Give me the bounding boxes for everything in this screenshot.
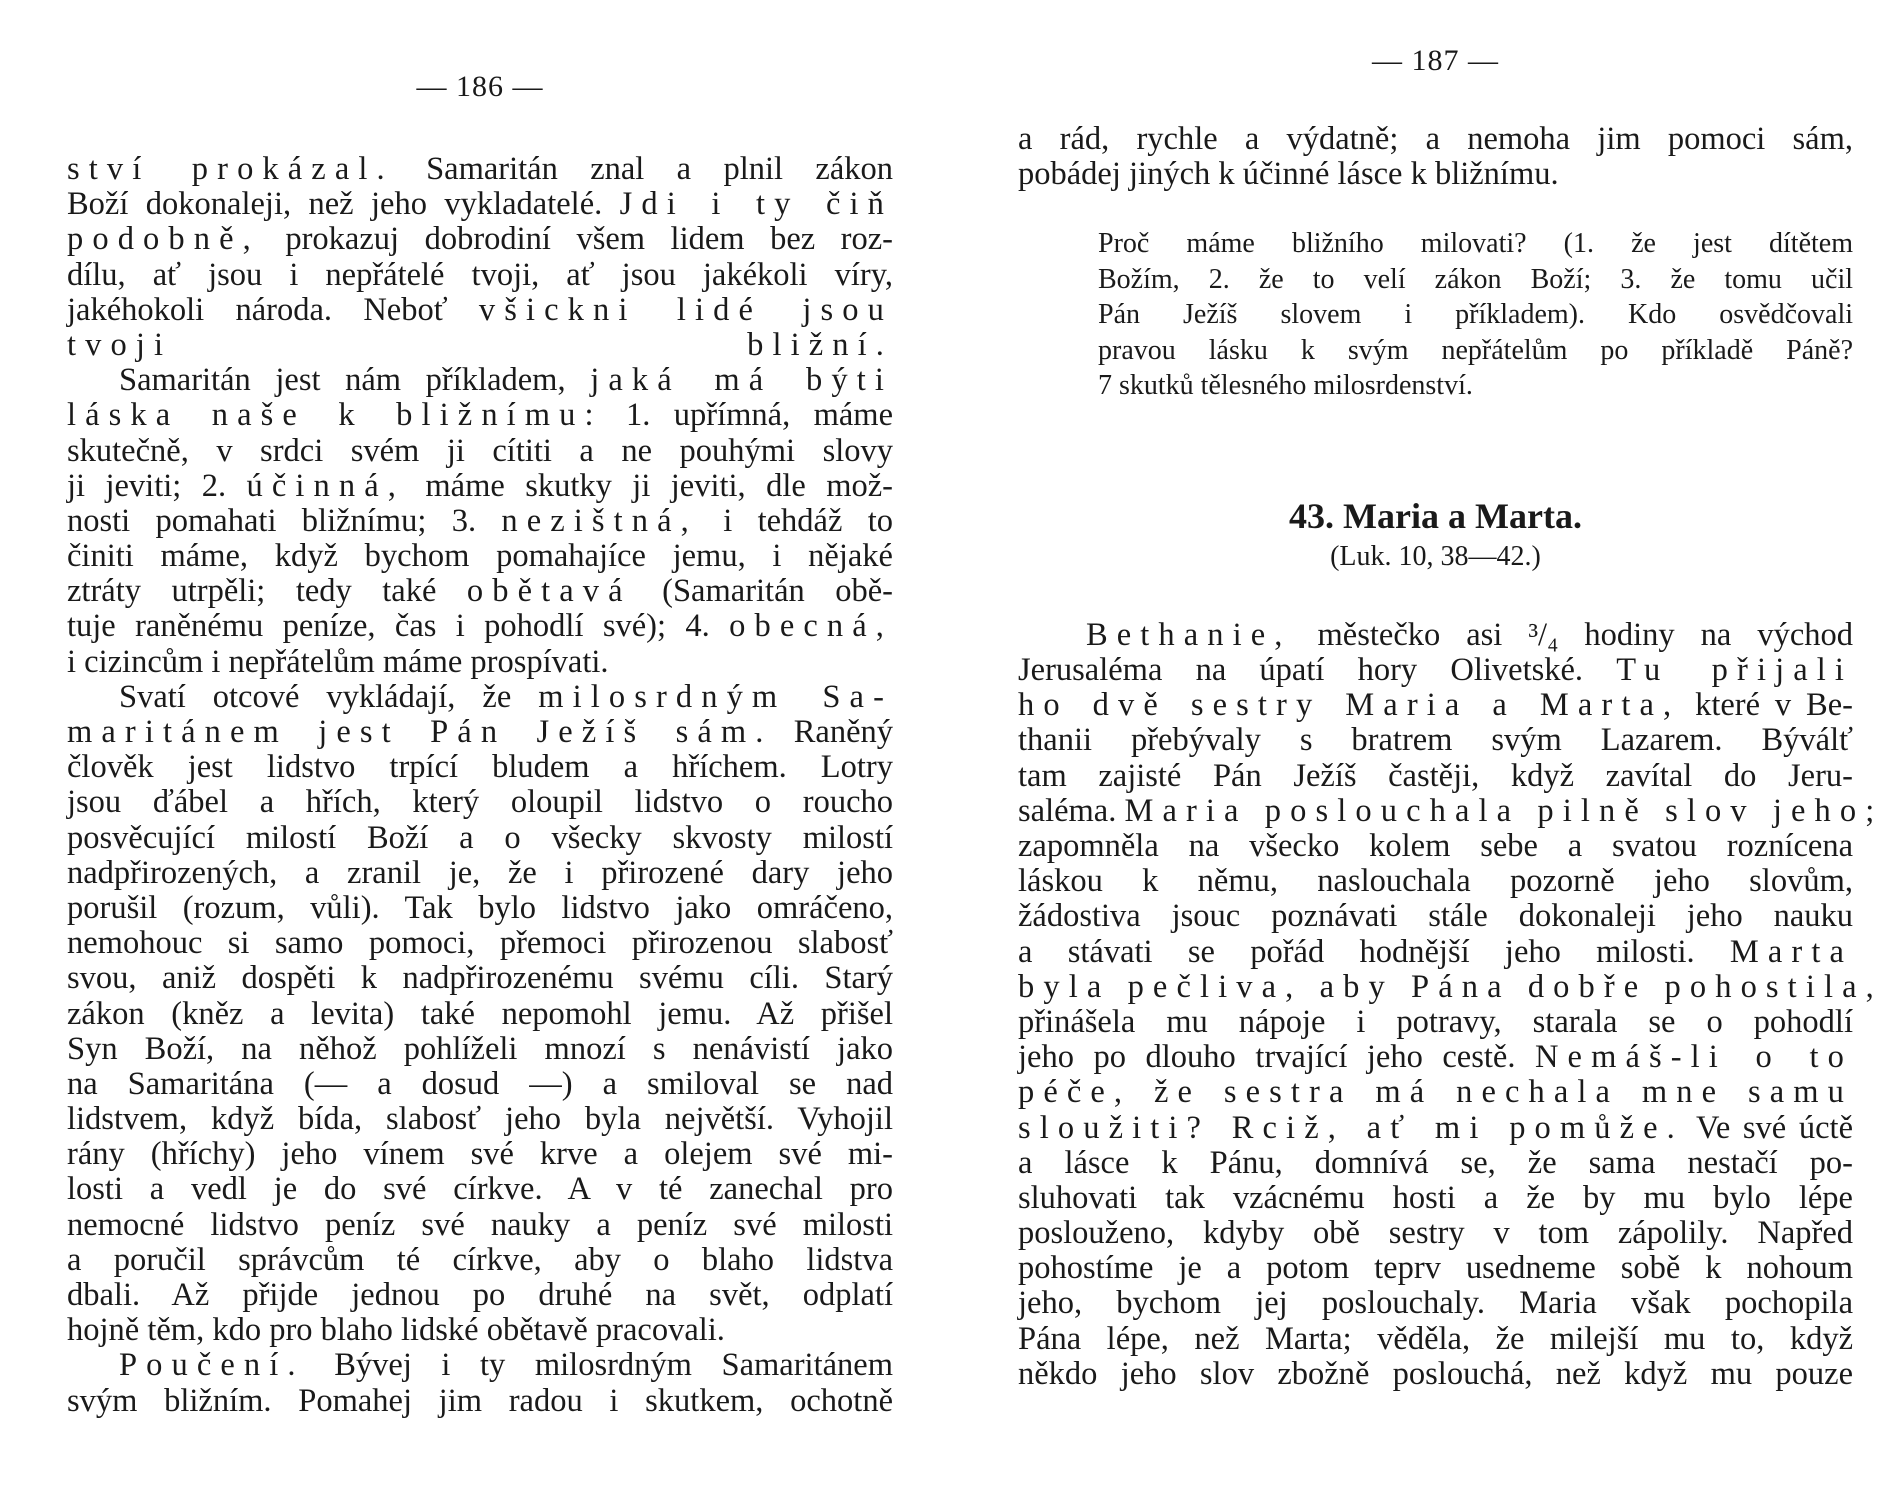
left-page-body (67, 152, 893, 1419)
text-run: nemocné lidstvo peníz své nauky a peníz své milosti (67, 1206, 893, 1243)
text-run: a rád, rychle a výdatně; a nemoha jim pomoci sám, (1018, 121, 1853, 157)
text-line (1018, 1286, 1853, 1321)
text-run: 1. upřímná, máme (602, 397, 893, 434)
text-run: jeho po dlouho trvající jeho cestě. (1018, 1039, 1535, 1076)
emphasized-text: Jdi i ty čiň (619, 186, 893, 223)
emphasized-text: jaká má býti (590, 362, 894, 399)
text-run: městečko asi ³/₄ hodiny na východ (1291, 616, 1853, 653)
text-line (1018, 1181, 1853, 1216)
text-line (1018, 618, 1853, 653)
emphasized-text: Tu přijali (1616, 652, 1853, 689)
text-line (1018, 1146, 1853, 1181)
text-line (1018, 899, 1853, 934)
chapter-reference: (Luk. 10, 38—42.) (1330, 540, 1541, 572)
text-run: někdo jeho slov zbožně poslouchá, než když mu pouze (1018, 1355, 1853, 1392)
text-run: Raněný (772, 714, 893, 750)
text-line (67, 645, 893, 680)
text-run: posvěcující milostí Boží a o všecky skvosty milostí (67, 819, 893, 856)
text-run: nosti pomahati bližnímu; 3. (67, 502, 502, 539)
text-line (67, 961, 893, 996)
text-run: Ve své úctě (1683, 1109, 1853, 1146)
emphasized-text: účinná, (246, 467, 405, 504)
text-run: i tehdáž to (697, 502, 893, 539)
text-line (67, 750, 893, 785)
text-run: tuje raněnému peníze, čas i pohodlí své); 4. (67, 608, 730, 645)
emphasized-text: láska naše k bližnímu: (67, 397, 603, 434)
text-run: nadpřirozených, a zranil je, že i přirozené dary jeho (67, 854, 893, 891)
text-line (1098, 333, 1853, 369)
text-run: zapomněla na všecko kolem sebe a svatou roznícena (1018, 828, 1853, 864)
text-run: Syn Boží, na něhož pohlíželi mnozí s nenávistí jako (67, 1030, 893, 1067)
text-line (1018, 829, 1853, 864)
text-run: které v Be- (1680, 687, 1853, 724)
text-line (67, 926, 893, 961)
text-line (1018, 653, 1853, 688)
text-run: Bývej i ty milosrdným Samaritánem (304, 1347, 893, 1384)
text-line (1018, 968, 1883, 1005)
text-line (67, 469, 893, 504)
emphasized-text: Marta (1729, 933, 1853, 970)
text-line (67, 715, 893, 750)
text-line (1018, 792, 1884, 829)
text-run: ji jeviti; 2. (67, 467, 247, 504)
text-line (67, 1278, 893, 1313)
text-run: porušil (rozum, vůli). Tak bylo lidstvo jako omráčeno, (67, 889, 893, 926)
text-line (1018, 1251, 1853, 1286)
text-run: pohostíme je a potom teprv usedneme sobě k nohoum (1018, 1250, 1853, 1287)
text-run: svou, aniž dospěti k nadpřirozenému svému cíli. Starý (67, 960, 893, 997)
text-line (1018, 157, 1853, 192)
text-run: pobádej jiných k účinné lásce k bližnímu. (1018, 156, 1559, 193)
text-run: Božím, 2. že to velí zákon Boží; 3. že tomu učil (1098, 263, 1853, 295)
emphasized-text: nezištná, (501, 502, 698, 539)
emphasized-text: maritánem jest Pán Ježíš sám. (67, 714, 773, 750)
text-line (67, 1067, 893, 1102)
emphasized-text: byla pečliva, aby Pána dobře pohostila, (1018, 968, 1883, 1005)
text-run: na Samaritána (— a dosud —) a smiloval se nad (67, 1065, 893, 1102)
emphasized-text: ho dvě sestry Maria a Marta, (1018, 687, 1681, 724)
text-line (1018, 1111, 1853, 1146)
text-line (67, 187, 893, 222)
text-line (67, 504, 893, 539)
text-run: činiti máme, když bychom pomahajíce jemu, i nějaké (67, 538, 893, 575)
text-run: ztráty utrpěli; tedy také (67, 573, 467, 610)
text-line (67, 1032, 893, 1067)
emphasized-text: milosrdným Sa- (538, 678, 893, 715)
text-line (1018, 864, 1853, 899)
text-line (1018, 723, 1853, 758)
chapter-body (1018, 616, 1884, 1392)
text-run: poslouženo, kdyby obě sestry v tom zápolily. Napřed (1018, 1215, 1853, 1252)
text-line (67, 785, 893, 820)
text-run: jeho, bychom jej poslouchaly. Maria však pochopila (1018, 1285, 1853, 1322)
text-run: dbali. Až přijde jednou po druhé na svět, odplatí (67, 1277, 893, 1313)
text-run: rány (hříchy) jeho vínem své krve a olejem své mi- (67, 1136, 893, 1173)
text-run: jakéhokoli národa. Neboť (67, 291, 479, 328)
text-run: a poručil správcům té církve, aby o blaho lidstva (67, 1241, 893, 1278)
text-line (1018, 1075, 1853, 1110)
text-line (67, 1384, 893, 1419)
left-page (67, 0, 893, 1419)
text-run: Samaritán znal a plnil zákon (393, 151, 893, 187)
right-page-continuation (1018, 122, 1853, 192)
text-run: a stávati se pořád hodnější jeho milosti. (1018, 933, 1730, 970)
text-run: 7 skutků tělesného milosrdenství. (1098, 370, 1473, 402)
text-line (67, 1243, 893, 1278)
text-run: přinášela mu nápoje i potravy, starala se o pohodlí (1018, 1003, 1853, 1040)
text-run: losti a vedl je do své církve. A v té zanechal pro (67, 1171, 893, 1208)
emphasized-text: Bethanie, (1086, 616, 1292, 653)
text-line (1018, 935, 1853, 970)
emphasized-text: podobně, (67, 221, 260, 258)
text-run: (Samaritán obě- (631, 573, 893, 610)
text-line (67, 293, 893, 328)
text-line (67, 1172, 893, 1207)
text-line (67, 434, 893, 469)
text-line (67, 1102, 893, 1137)
text-line (1018, 759, 1853, 794)
text-run: skutečně, v srdci svém ji cítiti a ne pouhými slovy (67, 432, 893, 469)
text-run: máme skutky ji jeviti, dle mož- (404, 467, 893, 504)
text-run: Pán Ježíš slovem i příkladem). Kdo osvědčovali (1098, 299, 1853, 331)
text-run: Jerusaléma na úpatí hory Olivetské. (1018, 652, 1617, 689)
right-page (1018, 0, 1884, 1392)
text-line (67, 152, 893, 187)
text-run: i cizincům i nepřátelům máme prospívati. (67, 643, 609, 680)
text-run: jsou ďábel a hřích, který oloupil lidstvo o roucho (67, 784, 893, 821)
text-line (1018, 1040, 1853, 1075)
text-run: tam zajisté Pán Ježíš častěji, když zavítal do Jeru- (1018, 757, 1853, 794)
text-run: zákon (kněz a levita) také nepomohl jemu. Až přišel (67, 995, 893, 1032)
text-run: lidstvem, když bída, slabosť jeho byla největší. Vyhojil (67, 1101, 893, 1138)
emphasized-text: sloužiti? Rciž, ať mi pomůže. (1018, 1109, 1684, 1146)
emphasized-text: tvoji bližní. (67, 326, 893, 363)
text-line (1018, 122, 1853, 157)
text-line (67, 363, 893, 398)
text-line (67, 997, 893, 1032)
text-run: Boží dokonaleji, než jeho vykladatelé. (67, 186, 620, 223)
text-line (67, 1313, 893, 1348)
emphasized-text: Poučení. (119, 1347, 305, 1384)
text-line (67, 891, 893, 926)
page-number-right: — 187 — (1372, 44, 1499, 77)
text-line (67, 856, 893, 891)
text-run: prokazuj dobrodiní všem lidem bez roz- (259, 221, 893, 258)
emphasized-text: všickni lidé jsou (478, 291, 893, 328)
text-line (1018, 1216, 1853, 1251)
text-run: žádostiva jsouc poznávati stále dokonaleji jeho nauku (1018, 898, 1853, 935)
text-line (67, 821, 893, 856)
emphasized-text: Nemáš-li o to (1534, 1039, 1853, 1076)
emphasized-text: obětavá (466, 573, 632, 610)
chapter-title: 43. Maria a Marta. (1289, 495, 1582, 536)
text-line (67, 1137, 893, 1172)
review-questions (1018, 226, 1853, 404)
text-line (1098, 226, 1853, 262)
text-line (1018, 688, 1853, 723)
text-line (67, 328, 893, 363)
text-run: láskou k němu, naslouchala pozorně jeho slovům, (1018, 863, 1853, 900)
text-line (67, 574, 893, 609)
text-line (67, 398, 893, 433)
text-run: saléma. (1018, 792, 1125, 829)
text-line (67, 258, 893, 293)
text-line (1018, 1322, 1853, 1357)
emphasized-text: obecná, (729, 608, 893, 645)
emphasized-text: ství prokázal. (67, 151, 394, 187)
text-line (67, 1208, 893, 1243)
text-line (67, 680, 893, 715)
text-run: a lásce k Pánu, domnívá se, že sama nestačí po- (1018, 1144, 1853, 1181)
text-run: thanii přebývaly s bratrem svým Lazarem. Býválť (1018, 722, 1853, 759)
text-line (1098, 368, 1853, 404)
text-run: Pána lépe, než Marta; věděla, že milejší mu to, když (1018, 1320, 1853, 1357)
text-line (67, 1348, 893, 1383)
text-run: sluhovati tak vzácnému hosti a že by mu bylo lépe (1018, 1179, 1853, 1216)
text-run: Proč máme bližního milovati? (1. že jest dítětem (1098, 228, 1853, 260)
text-run: Svatí otcové vykládají, že (119, 678, 539, 715)
emphasized-text: péče, že sestra má nechala mne samu (1018, 1074, 1853, 1111)
text-run: nemohouc si samo pomoci, přemoci přirozenou slabosť (67, 925, 893, 962)
text-run: hojně těm, kdo pro blaho lidské obětavě pracovali. (67, 1312, 725, 1349)
text-run: svým bližním. Pomahej jim radou i skutkem, ochotně (67, 1382, 893, 1419)
text-line (1098, 297, 1853, 333)
text-run: člověk jest lidstvo trpící bludem a hříchem. Lotry (67, 749, 893, 786)
text-line (67, 609, 893, 644)
text-line (1018, 1005, 1853, 1040)
text-line (67, 222, 893, 257)
text-run: pravou lásku k svým nepřátelům po příkladě Páně? (1098, 334, 1853, 366)
text-run: Samaritán jest nám příkladem, (119, 362, 591, 399)
page-number-left: — 186 — (416, 70, 544, 103)
text-line (1098, 262, 1853, 298)
text-line (67, 539, 893, 574)
text-run: dílu, ať jsou i nepřátelé tvoji, ať jsou jakékoli víry, (67, 256, 893, 293)
text-line (1018, 1357, 1853, 1392)
emphasized-text: Maria poslouchala pilně slov jeho; (1124, 792, 1884, 829)
